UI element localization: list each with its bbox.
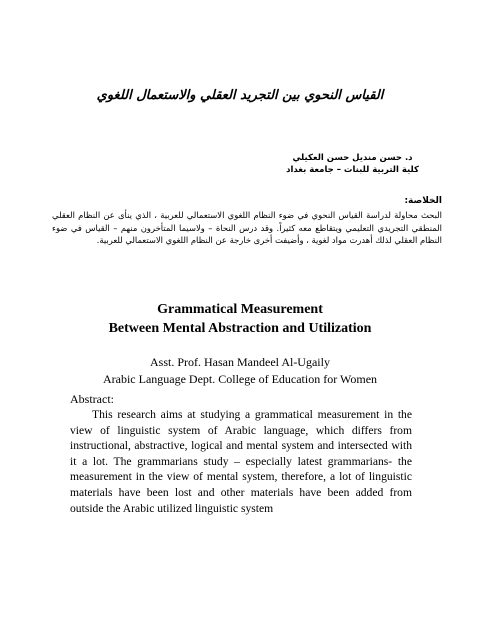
english-abstract-heading: Abstract: xyxy=(70,392,114,406)
english-author-affiliation: Arabic Language Dept. College of Education for Women xyxy=(102,372,378,386)
english-author-name: Asst. Prof. Hasan Mandeel Al-Ugaily xyxy=(150,355,330,369)
english-abstract-text: This research aims at studying a grammatical measurement in the view of linguistic system of Arabic language, which differs from instructional, abstractive, logical and mental system and intersected with it a lot. The grammarians study – especially latest grammarians- the measurement in the view of mental system, therefore, a lot of linguistic materials have been lost and other materials have been added from outside the Arabic utilized linguistic system xyxy=(70,408,412,515)
english-author-block xyxy=(40,354,440,388)
arabic-author-affiliation: كلية التربية للبنات – جامعة بغداد xyxy=(286,165,419,175)
english-title xyxy=(40,300,440,338)
arabic-title: القياس النحوي بين التجريد العقلي والاستعمال اللغوي xyxy=(96,88,384,103)
arabic-abstract-heading: الخلاصة: xyxy=(404,196,442,206)
english-title-line-2: Between Mental Abstraction and Utilization xyxy=(108,321,372,336)
arabic-abstract-text: البحث محاولة لدراسة القياس النحوي في ضوء النظام اللغوي الاستعمالي للعربية ، الذي ينأى عن النظام العقلي المنطقي التجريدي التعليمي ويتقاطع معه كثيراً. وقد درس النحاة – ولاسيما المتأخرون منهم – القياس في ضوء النظام العقلي لذلك أهدرت مواد لغوية ، وأضيفت أخرى خارجة عن النظام اللغوي الاستعمالي للعربية. xyxy=(52,210,442,246)
english-title-line-1: Grammatical Measurement xyxy=(157,302,323,317)
arabic-author-block xyxy=(250,152,455,176)
arabic-author-name: د. حسن منديل حسن العكيلي xyxy=(292,153,413,163)
